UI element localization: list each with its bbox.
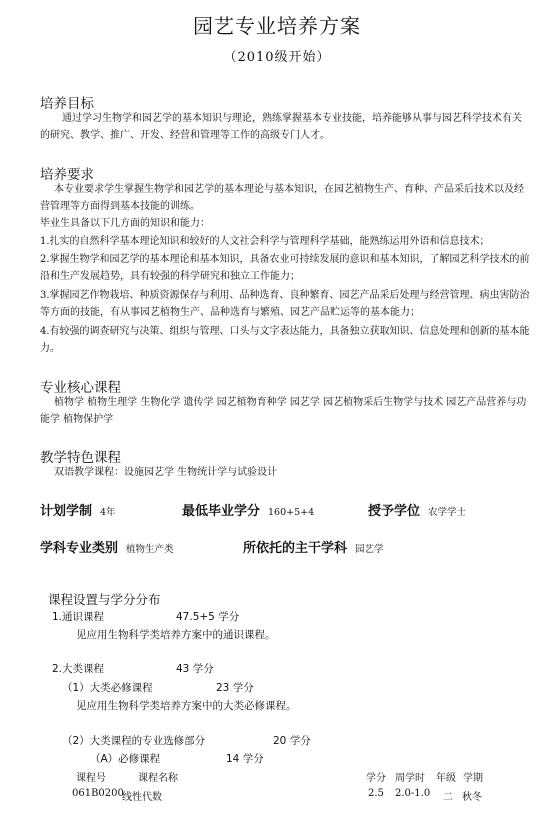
row-code: 061B0200 [72,788,124,799]
row-grade: 二 [443,792,453,803]
core-heading: 专业核心课程 [40,380,121,396]
category-field [40,537,174,556]
degree-label: 授予学位 [368,504,421,519]
discipline-label: 所依托的主干学科 [243,541,348,556]
duration-field [40,500,116,519]
major-credits: 43 学分 [176,663,214,675]
requirement-item-2: 2.掌握生物学和园艺学的基本理论和基本知识，具备农业可持续发展的意识和基本知识，了解园艺科学技术的前沿和生产发展趋势，具有较强的科学研究和独立工作能力； [40,254,530,282]
general-note: 见应用生物科学类培养方案中的通识课程。 [76,629,276,641]
requirements-intro: 本专业要求学生掌握生物学和园艺学的基本理论与基本知识，在园艺植物生产、育种、产品采后技术以及经营管理等方面得到基本技能的训练。 [40,184,524,212]
page-title: 园艺专业培养方案 [193,14,361,38]
general-label: 1.通识课程 [52,611,105,623]
goal-heading: 培养目标 [40,96,94,112]
requirement-item-1: 1.扎实的自然科学基本理论知识和较好的人文社会科学与管理科学基础，能熟练运用外语和信息技术； [40,236,490,247]
credits-value: 160+5+4 [268,507,315,518]
row-credit: 2.5 [368,788,384,799]
credits-field [182,500,314,519]
page-subtitle: （2010级开始） [223,50,331,65]
discipline-value: 园艺学 [355,544,384,555]
required-credits: 23 学分 [216,682,254,694]
required-subsection-label: （A）必修课程 [90,753,161,765]
required-subsection-credits: 14 学分 [226,753,264,765]
elective-label: （2）大类课程的专业选修部分 [62,735,206,747]
category-label: 学科专业类别 [40,541,119,556]
discipline-field [243,537,384,556]
degree-field [368,500,466,519]
feature-text: 双语教学课程：设施园艺学 生物统计学与试验设计 [54,467,278,478]
requirements-lead: 毕业生具备以下几方面的知识和能力： [40,218,210,229]
requirement-item-3: 3.掌握园艺作物栽培、种质资源保存与利用、品种选育、良种繁育、园艺产品采后处理与经营管理、病虫害防治等方面的技能，有从事园艺植物生产、品种选育与繁殖、园艺产品贮运等的基本能力； [40,290,530,318]
col-header-hours: 周学时 [395,773,425,784]
requirement-item-4: 4.有较强的调查研究与决策、组织与管理、口头与文字表达能力，具备独立获取知识、信息处理和创新的基本能力。 [40,326,530,354]
row-hours: 2.0-1.0 [395,788,431,799]
elective-credits: 20 学分 [273,735,311,747]
col-header-code: 课程号 [76,773,106,784]
col-header-name: 课程名称 [138,773,178,784]
col-header-grade: 年级 [436,773,456,784]
col-header-credit: 学分 [366,773,386,784]
general-credits: 47.5+5 学分 [176,611,240,623]
curriculum-heading: 课程设置与学分分布 [48,592,161,607]
requirements-heading: 培养要求 [40,167,94,183]
feature-heading: 教学特色课程 [40,450,121,466]
required-note: 见应用生物科学类培养方案中的大类必修课程。 [76,700,297,712]
credits-label: 最低毕业学分 [182,504,261,519]
duration-value: 4年 [100,507,116,518]
goal-text: 通过学习生物学和园艺学的基本知识与理论，熟练掌握基本专业技能，培养能够从事与园艺科学技术有关的研究、教学、推广、开发、经营和管理等工作的高级专门人才。 [40,113,522,141]
core-text: 植物学 植物生理学 生物化学 遗传学 园艺植物育种学 园艺学 园艺植物采后生物学与技术 园艺产品营养与功能学 植物保护学 [40,397,527,425]
required-label: （1）大类必修课程 [62,682,153,694]
duration-label: 计划学制 [40,504,93,519]
category-value: 植物生产类 [126,544,174,555]
col-header-term: 学期 [463,773,483,784]
row-name: 线性代数 [122,792,162,803]
degree-value: 农学学士 [428,507,467,518]
row-term: 秋冬 [462,792,482,803]
major-label: 2.大类课程 [52,663,105,675]
